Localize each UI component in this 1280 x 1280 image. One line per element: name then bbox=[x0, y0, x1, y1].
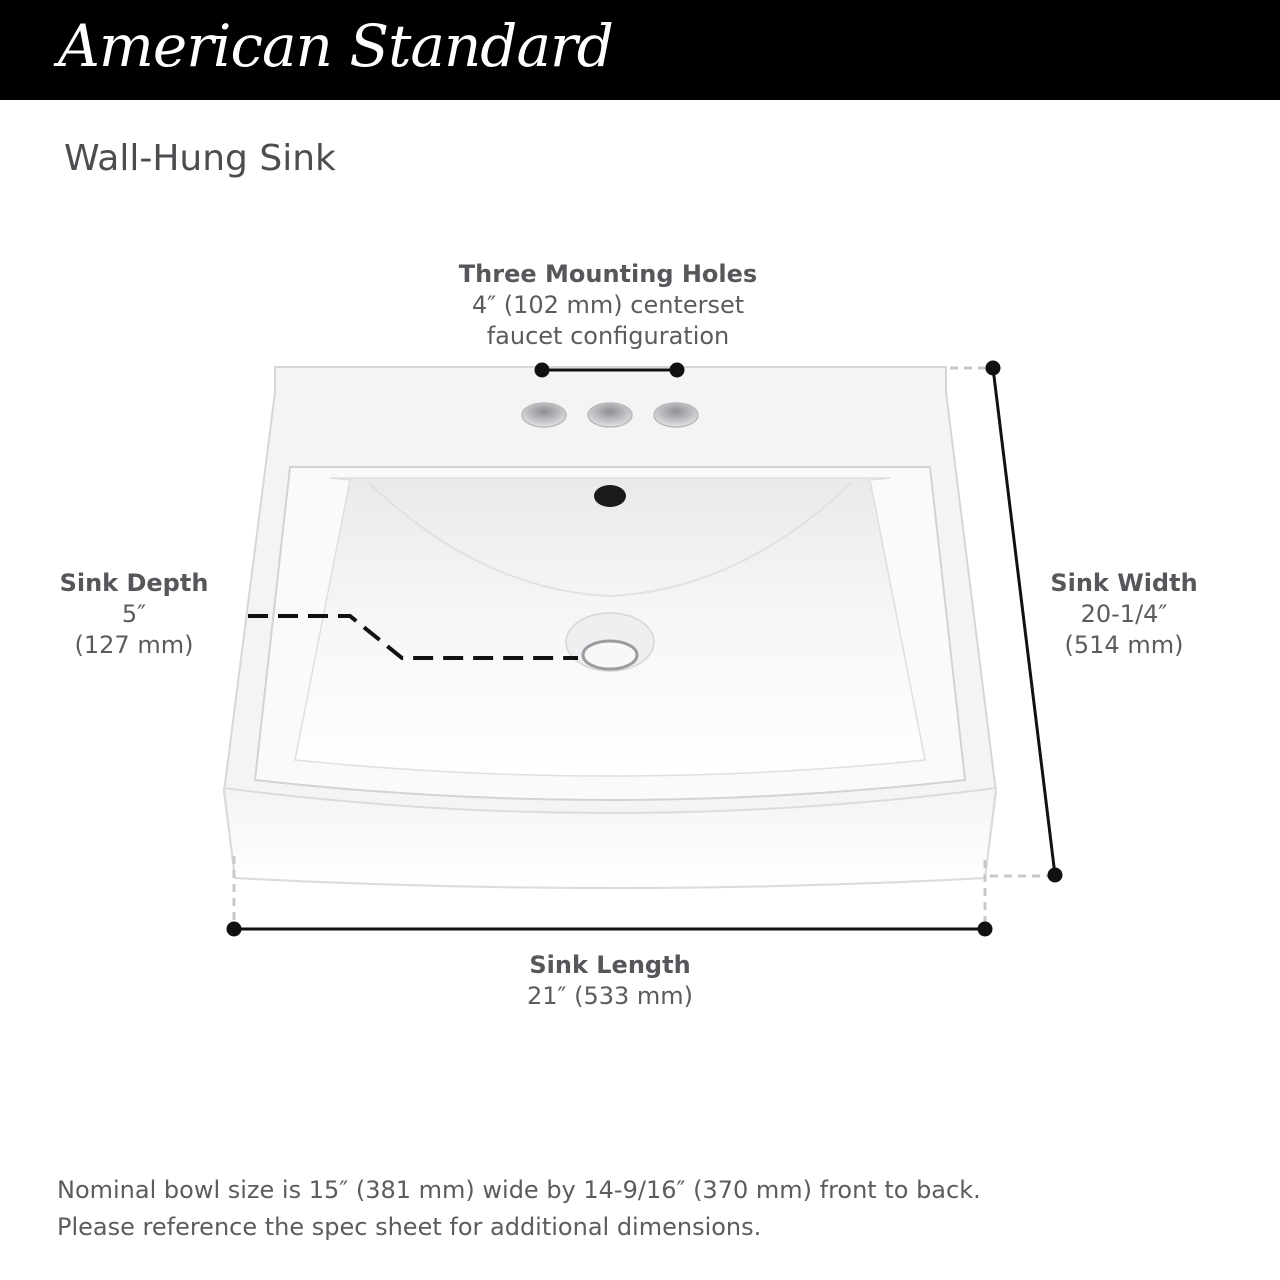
width-dimension-end bbox=[987, 362, 999, 374]
footnote-bowl-size: Nominal bowl size is 15″ (381 mm) wide by 14-9/16″ (370 mm) front to back. bbox=[57, 1176, 981, 1204]
length-dimension-end bbox=[228, 923, 240, 935]
length-dimension-end bbox=[979, 923, 991, 935]
sink-width-callout bbox=[1014, 568, 1234, 661]
brand-logo: American Standard bbox=[58, 12, 613, 80]
page-title: Wall-Hung Sink bbox=[64, 138, 336, 179]
holes-dimension-end bbox=[671, 364, 683, 376]
width-dimension-end bbox=[1049, 869, 1061, 881]
drain bbox=[583, 641, 637, 669]
faucet-hole bbox=[522, 403, 566, 427]
sink-depth-heading: Sink Depth bbox=[59, 569, 209, 597]
sink-length-callout bbox=[410, 950, 810, 1012]
sink-depth-inches: 5″ bbox=[121, 600, 147, 628]
sink-depth-mm: (127 mm) bbox=[74, 631, 194, 659]
faucet-hole bbox=[588, 403, 632, 427]
mounting-holes-callout bbox=[408, 259, 808, 352]
sink-length-heading: Sink Length bbox=[529, 951, 691, 979]
footnote-spec-sheet: Please reference the spec sheet for additional dimensions. bbox=[57, 1213, 762, 1241]
sink-width-inches: 20-1/4″ bbox=[1080, 600, 1168, 628]
holes-dimension-end bbox=[536, 364, 548, 376]
sink-length-value: 21″ (533 mm) bbox=[526, 982, 694, 1010]
footnote bbox=[57, 1172, 981, 1246]
mounting-holes-config: faucet configuration bbox=[486, 322, 730, 350]
sink-width-mm: (514 mm) bbox=[1064, 631, 1184, 659]
overflow-hole bbox=[594, 485, 626, 507]
mounting-holes-heading: Three Mounting Holes bbox=[458, 260, 758, 288]
sink-width-heading: Sink Width bbox=[1050, 569, 1198, 597]
sink-depth-callout bbox=[24, 568, 244, 661]
mounting-holes-spec: 4″ (102 mm) centerset bbox=[471, 291, 745, 319]
sink-illustration bbox=[224, 367, 996, 888]
faucet-hole bbox=[654, 403, 698, 427]
